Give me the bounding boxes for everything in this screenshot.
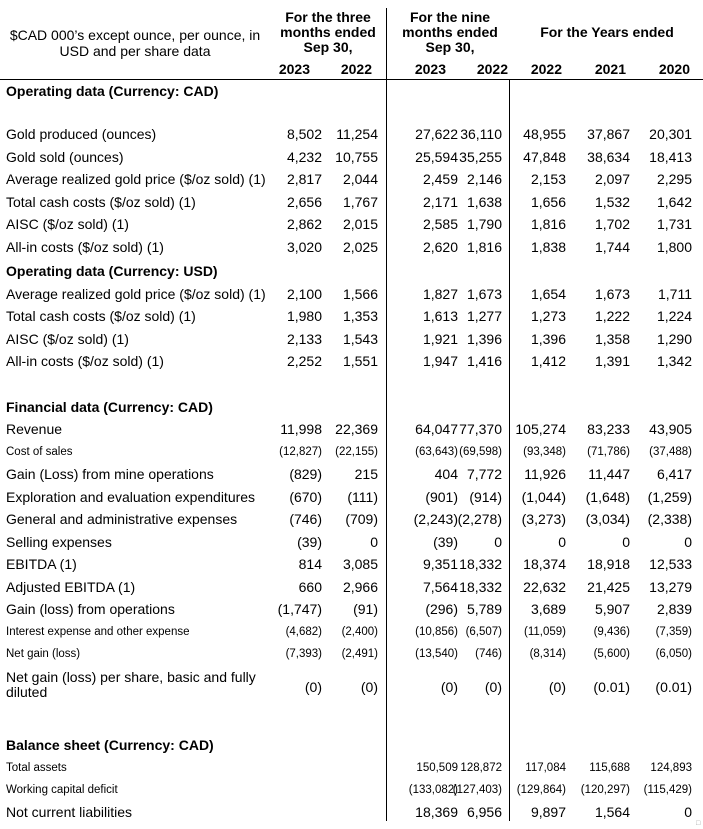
row-label: Adjusted EBITDA (1) <box>6 579 136 595</box>
cell-value: (115,429) <box>643 784 692 796</box>
cell-value: 660 <box>298 579 322 595</box>
cell-value: (0.01) <box>655 679 692 695</box>
cell-value: 1,224 <box>656 308 692 324</box>
cell-value: 1,391 <box>594 353 630 369</box>
cell-value: 4,232 <box>286 149 322 165</box>
cell-value: 404 <box>434 466 458 482</box>
cell-value: 2,966 <box>342 579 378 595</box>
cell-value: 1,767 <box>342 194 378 210</box>
cell-value: 27,622 <box>415 126 458 142</box>
cell-value: (2,400) <box>341 626 378 638</box>
table-row <box>0 420 703 442</box>
cell-value: 2,295 <box>656 171 692 187</box>
cell-value: 48,955 <box>523 126 566 142</box>
cell-value: 1,673 <box>466 286 502 302</box>
cell-value: 1,673 <box>594 286 630 302</box>
cell-value: 2,656 <box>286 194 322 210</box>
cell-value: 35,255 <box>459 149 502 165</box>
cell-value: (0.01) <box>593 679 630 695</box>
cell-value: 18,374 <box>523 556 566 572</box>
table-row <box>0 307 703 329</box>
cell-value: 36,110 <box>460 126 502 142</box>
cell-value: 22,369 <box>335 421 378 437</box>
cell-value: 1,290 <box>656 331 692 347</box>
cell-value: (111) <box>347 489 378 505</box>
cell-value: 2,044 <box>342 171 378 187</box>
table-row <box>0 125 703 147</box>
cell-value: 814 <box>298 556 322 572</box>
year-9m-2022: 2022 <box>476 61 508 77</box>
cell-value: 1,551 <box>342 353 378 369</box>
cell-value: 1,980 <box>286 308 322 324</box>
cell-value: 128,872 <box>460 762 502 774</box>
cell-value: 2,146 <box>466 171 502 187</box>
cell-value: (2,243) <box>413 511 458 527</box>
table-row <box>0 510 703 532</box>
cell-value: 1,412 <box>530 353 566 369</box>
cell-value: (3,034) <box>585 511 630 527</box>
table-row <box>0 215 703 237</box>
cell-value: (69,598) <box>459 446 502 458</box>
cell-value: 124,893 <box>650 762 692 774</box>
cell-value: (1,259) <box>647 489 692 505</box>
cell-value: (9,436) <box>593 626 630 638</box>
table-row <box>0 669 703 700</box>
group-years-ended: For the Years ended <box>540 24 674 40</box>
year-fy-2021: 2021 <box>594 61 626 77</box>
cell-value: 1,921 <box>422 331 458 347</box>
row-label: Total cash costs ($/oz sold) (1) <box>6 308 196 324</box>
cell-value: 117,084 <box>525 762 566 774</box>
row-label: Exploration and evaluation expenditures <box>6 489 256 505</box>
cell-value: 1,642 <box>656 194 692 210</box>
cell-value: 5,907 <box>594 601 630 617</box>
cell-value: 64,047 <box>415 421 458 437</box>
cell-value: 9,897 <box>530 804 566 820</box>
row-label: Net gain (loss) per share, basic and fully diluted <box>6 669 256 700</box>
year-3m-2022: 2022 <box>340 61 372 77</box>
cell-value: 1,532 <box>594 194 630 210</box>
year-3m-2023: 2023 <box>278 61 310 77</box>
cell-value: 1,416 <box>466 353 502 369</box>
cell-value: (709) <box>345 511 378 527</box>
cell-value: 11,254 <box>336 126 378 142</box>
header-divider <box>0 79 703 80</box>
cell-value: 2,025 <box>342 239 378 255</box>
cell-value: (1,044) <box>521 489 566 505</box>
cell-value: 2,839 <box>656 601 692 617</box>
cell-value: (10,856) <box>415 626 458 638</box>
cell-value: (7,393) <box>285 648 322 660</box>
cell-value: 1,731 <box>656 216 692 232</box>
cell-value: (120,297) <box>580 784 630 796</box>
cell-value: (133,082) <box>408 784 458 796</box>
cell-value: (39) <box>297 534 322 550</box>
table-row <box>0 193 703 215</box>
row-label: Total assets <box>6 762 67 774</box>
cell-value: 38,634 <box>587 149 630 165</box>
cell-value: 1,816 <box>530 216 566 232</box>
row-label: All-in costs ($/oz sold) (1) <box>6 239 164 255</box>
cell-value: (2,278) <box>457 511 502 527</box>
row-label: Total cash costs ($/oz sold) (1) <box>6 194 196 210</box>
cell-value: (6,507) <box>465 626 502 638</box>
cell-value: 3,689 <box>530 601 566 617</box>
row-label: All-in costs ($/oz sold) (1) <box>6 353 164 369</box>
table-row <box>0 759 703 781</box>
row-label: Gold sold (ounces) <box>6 149 124 165</box>
row-label: Gold produced (ounces) <box>6 126 157 142</box>
cell-value: 150,509 <box>416 762 458 774</box>
cell-value: 10,755 <box>335 149 378 165</box>
cell-value: 25,594 <box>415 149 458 165</box>
cell-value: 0 <box>494 534 502 550</box>
cell-value: 2,620 <box>422 239 458 255</box>
cell-value: 1,702 <box>594 216 630 232</box>
cell-value: 7,564 <box>422 579 458 595</box>
cell-value: 1,273 <box>530 308 566 324</box>
cell-value: (63,643) <box>415 446 458 458</box>
cell-value: (0) <box>440 679 458 695</box>
table-row <box>0 488 703 510</box>
cell-value: (1,648) <box>585 489 630 505</box>
cell-value: 83,233 <box>587 421 630 437</box>
cell-value: (0) <box>304 679 322 695</box>
cell-value: (13,540) <box>415 648 458 660</box>
cell-value: 0 <box>622 534 630 550</box>
row-label: EBITDA (1) <box>6 556 77 572</box>
table-row <box>0 600 703 622</box>
section-title: Balance sheet (Currency: CAD) <box>6 737 214 753</box>
cell-value: 11,447 <box>588 466 630 482</box>
table-row <box>0 645 703 667</box>
cell-value: 13,279 <box>649 579 692 595</box>
table-row <box>0 443 703 465</box>
section-header <box>0 736 703 758</box>
cell-value: (39) <box>433 534 458 550</box>
row-label: Gain (Loss) from mine operations <box>6 466 214 482</box>
table-row <box>0 578 703 600</box>
table-row <box>0 465 703 487</box>
cell-value: 18,918 <box>587 556 630 572</box>
cell-value: (93,348) <box>523 446 566 458</box>
cell-value: 1,613 <box>422 308 458 324</box>
group-nine-months: For the nine months ended Sep 30, <box>402 9 498 55</box>
cell-value: 11,998 <box>280 421 322 437</box>
cell-value: 3,020 <box>286 239 322 255</box>
row-label: General and administrative expenses <box>6 511 238 527</box>
cell-value: 2,015 <box>342 216 378 232</box>
section-header <box>0 398 703 420</box>
cell-value: (5,600) <box>593 648 630 660</box>
cell-value: (746) <box>475 648 502 660</box>
row-label: Gain (loss) from operations <box>6 601 175 617</box>
cell-value: (71,786) <box>587 446 630 458</box>
cell-value: 1,947 <box>422 353 458 369</box>
cell-value: (8,314) <box>529 648 566 660</box>
cell-value: 11,926 <box>524 466 566 482</box>
cell-value: (12,827) <box>279 446 322 458</box>
cell-value: 12,533 <box>649 556 692 572</box>
cell-value: 2,133 <box>286 331 322 347</box>
table-row <box>0 533 703 555</box>
cell-value: (0) <box>484 679 502 695</box>
cell-value: (914) <box>469 489 502 505</box>
cell-value: (0) <box>548 679 566 695</box>
cell-value: 1,744 <box>594 239 630 255</box>
cell-value: 2,459 <box>422 171 458 187</box>
cell-value: 8,502 <box>286 126 322 142</box>
section-header <box>0 262 703 284</box>
cell-value: (746) <box>289 511 322 527</box>
year-fy-2022: 2022 <box>530 61 562 77</box>
cell-value: 1,711 <box>658 286 692 302</box>
cell-value: 2,153 <box>530 171 566 187</box>
table-row <box>0 781 703 803</box>
cell-value: (296) <box>425 601 458 617</box>
row-label: Net gain (loss) <box>6 648 81 660</box>
cell-value: 21,425 <box>587 579 630 595</box>
cell-value: (1,747) <box>277 601 322 617</box>
section-header <box>0 82 703 104</box>
cell-value: 18,332 <box>459 579 502 595</box>
row-label: Interest expense and other expense <box>6 626 190 638</box>
cell-value: 1,838 <box>530 239 566 255</box>
cell-value: 2,171 <box>422 194 458 210</box>
cell-value: (2,491) <box>341 648 378 660</box>
cell-value: 1,222 <box>594 308 630 324</box>
cell-value: 0 <box>684 804 692 820</box>
cell-value: (22,155) <box>335 446 378 458</box>
table-row <box>0 238 703 260</box>
table-row <box>0 555 703 577</box>
row-label: Revenue <box>6 421 63 437</box>
cell-value: 1,277 <box>466 308 502 324</box>
cell-value: (829) <box>289 466 322 482</box>
cell-value: (0) <box>360 679 378 695</box>
cell-value: (127,403) <box>452 784 502 796</box>
cell-value: 0 <box>370 534 378 550</box>
row-label: Selling expenses <box>6 534 112 550</box>
cell-value: 6,956 <box>466 804 502 820</box>
cell-value: 215 <box>354 466 378 482</box>
row-label: Working capital deficit <box>6 784 118 796</box>
cell-value: 20,301 <box>649 126 692 142</box>
row-label: AISC ($/oz sold) (1) <box>6 216 129 232</box>
section-title: Financial data (Currency: CAD) <box>6 399 213 415</box>
cell-value: 1,396 <box>466 331 502 347</box>
cell-value: (670) <box>289 489 322 505</box>
cell-value: 7,772 <box>466 466 502 482</box>
units-label: $CAD 000’s except ounce, per ounce, in USD and per share data <box>9 27 261 59</box>
section-title: Operating data (Currency: USD) <box>6 263 218 279</box>
cell-value: 2,252 <box>286 353 322 369</box>
cell-value: (11,059) <box>524 626 566 638</box>
cell-value: 9,351 <box>422 556 458 572</box>
cell-value: 5,789 <box>466 601 502 617</box>
cell-value: 1,654 <box>530 286 566 302</box>
section-title: Operating data (Currency: CAD) <box>6 83 219 99</box>
cell-value: 1,358 <box>594 331 630 347</box>
cell-value: 1,353 <box>342 308 378 324</box>
table-row <box>0 170 703 192</box>
cell-value: 37,867 <box>587 126 630 142</box>
cell-value: 105,274 <box>515 421 566 437</box>
cell-value: (901) <box>425 489 458 505</box>
cell-value: 1,816 <box>466 239 502 255</box>
row-label: Average realized gold price ($/oz sold) (1) <box>6 286 266 302</box>
cell-value: 0 <box>684 534 692 550</box>
cell-value: 2,817 <box>286 171 322 187</box>
table-row <box>0 330 703 352</box>
cell-value: 2,862 <box>286 216 322 232</box>
cell-value: 1,656 <box>530 194 566 210</box>
cell-value: 22,632 <box>523 579 566 595</box>
cell-value: (3,273) <box>521 511 566 527</box>
cell-value: 43,905 <box>649 421 692 437</box>
cell-value: (91) <box>353 601 378 617</box>
cell-value: (4,682) <box>285 626 322 638</box>
year-fy-2020: 2020 <box>658 61 690 77</box>
cell-value: 1,790 <box>466 216 502 232</box>
row-label: AISC ($/oz sold) (1) <box>6 331 129 347</box>
cell-value: 0 <box>558 534 566 550</box>
cell-value: 2,097 <box>594 171 630 187</box>
cell-value: 18,369 <box>415 804 458 820</box>
cell-value: 1,564 <box>594 804 630 820</box>
cell-value: 2,585 <box>422 216 458 232</box>
cell-value: 47,848 <box>523 149 566 165</box>
cell-value: (6,050) <box>655 648 692 660</box>
cell-value: 77,370 <box>459 421 502 437</box>
table-row <box>0 352 703 374</box>
row-label: Average realized gold price ($/oz sold) (1) <box>6 171 266 187</box>
table-row <box>0 803 703 825</box>
table-row <box>0 148 703 170</box>
cell-value: 1,543 <box>342 331 378 347</box>
cell-value: 6,417 <box>656 466 692 482</box>
cell-value: 115,688 <box>589 762 630 774</box>
cell-value: 3,085 <box>342 556 378 572</box>
cell-value: (37,488) <box>649 446 692 458</box>
row-label: Cost of sales <box>6 446 73 458</box>
cell-value: 18,332 <box>459 556 502 572</box>
cell-value: (2,338) <box>647 511 692 527</box>
cell-value: 18,413 <box>649 149 692 165</box>
table-row <box>0 285 703 307</box>
group-three-months: For the three months ended Sep 30, <box>280 9 376 55</box>
cell-value: 1,342 <box>656 353 692 369</box>
cell-value: 1,396 <box>530 331 566 347</box>
row-label: Not current liabilities <box>6 804 133 820</box>
cell-value: 1,638 <box>466 194 502 210</box>
table-row <box>0 623 703 645</box>
year-9m-2023: 2023 <box>414 61 446 77</box>
cell-value: 1,566 <box>342 286 378 302</box>
cell-value: 2,100 <box>286 286 322 302</box>
cell-value: 1,827 <box>422 286 458 302</box>
cell-value: (7,359) <box>655 626 692 638</box>
cell-value: (129,864) <box>516 784 566 796</box>
corner-mark: □ <box>696 820 701 827</box>
cell-value: 1,800 <box>656 239 692 255</box>
